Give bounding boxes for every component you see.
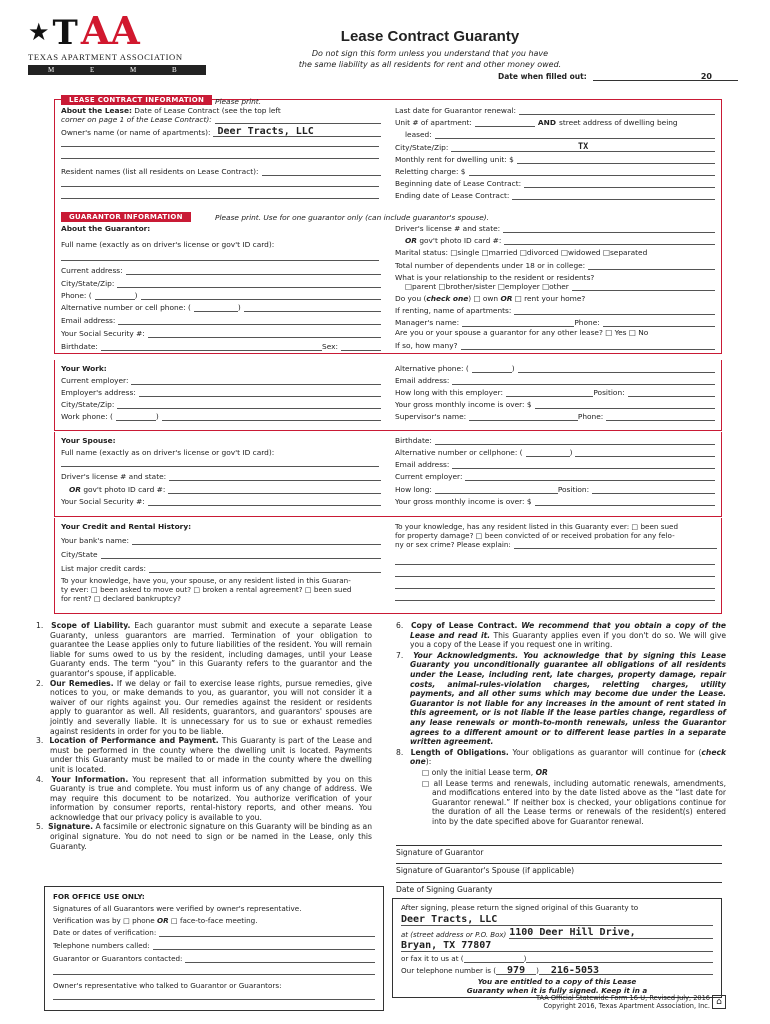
ending-date-input[interactable] bbox=[512, 192, 715, 200]
guarantor-address-input[interactable] bbox=[126, 267, 381, 275]
spouse-birthdate-input[interactable] bbox=[435, 437, 715, 445]
how-long-input[interactable] bbox=[506, 389, 593, 397]
bank-name-input[interactable] bbox=[132, 537, 381, 545]
explain-line-5[interactable] bbox=[395, 600, 715, 601]
last-renewal-input[interactable] bbox=[519, 107, 715, 115]
equal-housing-icon: ⌂ bbox=[712, 995, 726, 1009]
guarantor-alt-phone[interactable] bbox=[244, 304, 381, 312]
return-to-box: After signing, please return the signed original of this Guaranty to Deer Tracts, LLC at (street address or P.O. Box) 1100 Deer Hill Drive, Bryan, TX 77807 or fax it to us at ( ) Our telephone number is ( 979 ) 216-5053 You are entitled to a copy of this Lease Guaranty when it is fully signed. Keep it in a bbox=[392, 898, 722, 998]
guarantor-phone-input[interactable] bbox=[141, 292, 381, 300]
lease-info-label: LEASE CONTRACT INFORMATION bbox=[61, 95, 212, 105]
employer-address-input[interactable] bbox=[139, 389, 381, 397]
owner-line-3[interactable] bbox=[61, 158, 379, 159]
logo-t: T bbox=[52, 13, 78, 53]
office-use-box: FOR OFFICE USE ONLY: Signatures of all Guarantors were verified by owner's representative. Verification was by □ phone OR □ face-to-face meeting. Date or dates of verification: Telephone numbers called: Guarantor or Guarantors contacted: Owner's representative who talked to Guarantor or Guarantors: bbox=[44, 886, 384, 1011]
initial-term-checkbox[interactable]: □ only the initial Lease term, bbox=[422, 767, 534, 777]
about-lease: About the Lease: bbox=[61, 106, 132, 115]
reletting-input[interactable] bbox=[469, 168, 716, 176]
relationship-options[interactable]: □parent □brother/sister □employer □other bbox=[405, 282, 569, 291]
star-icon: ★ bbox=[28, 18, 50, 46]
spouse-employer-input[interactable] bbox=[465, 473, 715, 481]
term-5: 5. Signature. A facsimile or electronic signature on this Guaranty will be binding as an original signature. You do not need to sign or be named in the Lease, only this Guaranty. bbox=[36, 822, 373, 851]
dl-input[interactable] bbox=[503, 225, 715, 233]
lease-date-input[interactable] bbox=[215, 116, 381, 124]
fax-input[interactable] bbox=[464, 955, 524, 963]
guarantor-name-input[interactable] bbox=[61, 260, 379, 261]
fax-number-input[interactable] bbox=[526, 955, 713, 963]
spouse-name-input[interactable] bbox=[61, 466, 379, 467]
residents-line-3[interactable] bbox=[61, 198, 379, 199]
explain-input[interactable] bbox=[514, 541, 717, 549]
spouse-how-long-input[interactable] bbox=[435, 486, 558, 494]
guarantor-note: Please print. Use for one guarantor only (can include guarantor's spouse). bbox=[215, 213, 489, 222]
divider-1 bbox=[54, 430, 722, 431]
guarantor-alt-area[interactable] bbox=[194, 304, 238, 312]
term-3: 3. Location of Performance and Payment. This Guaranty is part of the Lease and must be performed in the county where the dwelling unit is located. Payments under this Guaranty must be mailed to or made in the county where the dwelling unit is located. bbox=[36, 736, 372, 774]
work-phone-input[interactable] bbox=[162, 413, 381, 421]
guarantor-sex-input[interactable] bbox=[341, 343, 381, 351]
spouse-ssn-input[interactable] bbox=[148, 498, 381, 506]
guarantor-city-input[interactable] bbox=[117, 280, 381, 288]
marital-options[interactable]: □single □married □divorced □widowed □separated bbox=[450, 248, 648, 257]
association-name: TEXAS APARTMENT ASSOCIATION bbox=[28, 52, 183, 62]
lease-guarantor-section: LEASE CONTRACT INFORMATION Please print. About the Lease: Date of Lease Contract (see the top left corner on page 1 of the Lease Contract): Owner's name (or name of apartments): Deer Tracts, LLC Resident names (list all residents on Lease Contract): Last date for Guarantor renewal: Unit # of apartment: AND street address of dwelling being leased: City/State/Zip: TX Monthly rent for dwelling unit: $ Reletting charge: $ Beginning date of Lease Contract: Ending date of Lease Contract: GUARANTOR INFORMATION Please print. Use for one guarantor only (can include guarantor's spouse). About the Guarantor: Full name (exactly as on driver's license or gov't ID card): Current address: City/State/Zip: Phone: ( ) Alternative number or cell phone: ( ) Email address: Your Social Security #: Birthdate: Sex: Driver's license # and state: OR gov't photo ID card #: Marital status: □single □married □divorced □widowed □separated Total number of dependents under 18 or in college: What is your relationship to the resident or residents? □parent □brother/sister □employer □other Do you ( check one ) □ own OR □ rent your home? If renting, name of apartments: Manager's name: Phone: Are you or your spouse a guarantor for any other lease? □ Yes □ No If so, how many? bbox=[54, 99, 722, 354]
terms-left-column bbox=[36, 621, 372, 851]
work-section: Your Work: Current employer: Employer's address: City/State/Zip: Work phone: ( ) Alternative phone: ( ) Email address: How long with this employer: Position: Your gross monthly income is over: $ Supervisor's name: Phone: bbox=[54, 360, 722, 430]
employer-input[interactable] bbox=[131, 377, 381, 385]
logo-aa: AA bbox=[80, 8, 140, 53]
divider-2 bbox=[54, 516, 722, 517]
felony-checkboxes[interactable]: for property damage? □ been convicted of or received probation for any felo- bbox=[395, 531, 675, 540]
photo-id-input[interactable] bbox=[504, 237, 715, 245]
work-alt-area[interactable] bbox=[472, 365, 512, 373]
member-bar: M E M B E R bbox=[28, 65, 206, 75]
spouse-photo-id-input[interactable] bbox=[168, 486, 381, 494]
page-title: Lease Contract Guaranty bbox=[340, 28, 520, 45]
return-owner: Deer Tracts, LLC bbox=[401, 914, 498, 925]
supervisor-input[interactable] bbox=[469, 413, 578, 421]
guarantor-birthdate-input[interactable] bbox=[101, 343, 322, 351]
date-line: 20 bbox=[593, 72, 738, 81]
employer-city-input[interactable] bbox=[117, 401, 381, 409]
owner-line-2[interactable] bbox=[61, 146, 379, 147]
manager-name-input[interactable] bbox=[462, 319, 574, 327]
credit-cards-input[interactable] bbox=[149, 565, 381, 573]
how-many-input[interactable] bbox=[461, 342, 715, 350]
subtitle: Do not sign this form unless you understand that you have the same liability as all residents for rent and other money owed. bbox=[298, 49, 562, 69]
spouse-section: Your Spouse: Full name (exactly as on driver's license or gov't ID card): Driver's license # and state: OR gov't photo ID card #: Your Social Security #: Birthdate: Alternative number or cellphone: ( ) Email address: Current employer: How long: Position: Your gross monthly income is over: $ bbox=[54, 432, 722, 516]
terms-right-column: 6. Copy of Lease Contract. We recommend that you obtain a copy of the Lease and read it. This Guaranty applies even if you don't do so. We will give you a copy of the Lease if you request one in writing. 7. Your Acknowledgments. You acknowledge that by signing this Lease Guaranty you unconditionally guarantee all obligations of all residents under the Lease, including rent, late charges, property damage, repair costs, animal-rules-violation charges, reletting charges, utility payments, and all other sums which may become due under the Lease. Guarantor is not liable for any increases in the amount of rent stated in this agreement, or is not liable if the lease parties change, regardless of any lease renewals or month-to-month renewals, unless the Guarantor agrees to a different amount or to different lease parties in a separate written agreement. 8. Length of Obligations. Your obligations as guarantor will continue for (check one): □ only the initial Lease term, OR □ all Lease terms and renewals, including automatic renewals, amendments, and modifications entered into by the date listed above as the “last date for Guarantor renewal.” If neither box is checked, your obligations continue for the duration of all the Lease terms or renewals of the resident(s) entered into by the date specified above for Guarantor renewal. bbox=[396, 621, 727, 826]
spouse-income-input[interactable] bbox=[535, 498, 715, 506]
spouse-signature-line[interactable]: Signature of Guarantor's Spouse (if applicable) bbox=[396, 863, 722, 875]
work-area-code[interactable] bbox=[116, 413, 156, 421]
owner-rep-input[interactable] bbox=[53, 990, 375, 1000]
spouse-email-input[interactable] bbox=[452, 461, 715, 469]
residents-line-2[interactable] bbox=[61, 186, 379, 187]
guarantor-area-code[interactable] bbox=[95, 292, 135, 300]
spouse-alt-phone[interactable] bbox=[575, 449, 715, 457]
date-filled-field[interactable]: Date when filled out: 20 bbox=[498, 72, 738, 81]
spouse-dl-input[interactable] bbox=[169, 473, 381, 481]
guarantor-signature-line[interactable]: Signature of Guarantor bbox=[396, 845, 722, 857]
explain-line-2[interactable] bbox=[395, 564, 715, 565]
lease-city-input[interactable]: TX bbox=[451, 142, 715, 152]
guarantor-email-input[interactable] bbox=[118, 317, 381, 325]
guarantors-contacted-input[interactable] bbox=[185, 955, 375, 963]
return-city: Bryan, TX 77807 bbox=[401, 940, 492, 951]
explain-line-4[interactable] bbox=[395, 588, 715, 589]
relationship-other-input[interactable] bbox=[572, 283, 715, 291]
unit-input[interactable] bbox=[475, 119, 535, 127]
phones-called-input[interactable] bbox=[153, 942, 375, 950]
street-address-input[interactable] bbox=[435, 131, 715, 139]
beginning-date-input[interactable] bbox=[524, 180, 715, 188]
manager-phone-input[interactable] bbox=[603, 319, 715, 327]
footer: TAA Official Statewide Form 16-U, Revised July, 2016 Copyright 2016, Texas Apartment Association, Inc. bbox=[536, 994, 710, 1010]
taa-logo bbox=[28, 8, 275, 74]
office-title: FOR OFFICE USE ONLY: bbox=[53, 892, 145, 901]
rent-checkbox[interactable]: □ rent your home? bbox=[514, 294, 586, 303]
explain-line-3[interactable] bbox=[395, 576, 715, 577]
term-2: 2. Our Remedies. If we delay or fail to exercise lease rights, pursue remedies, give notices to you, or make demands to you, as guarantor, you will not consider it a waiver of our rights against you. Our remedies against the resident or residents apply to guarantor as well. All residents, guarantors, and guarantors' spouses are jointly and severally liable. It is unnecessary for us to sue or exhaust remedies against residents in order for you to be liable. bbox=[36, 678, 372, 736]
verification-checkboxes[interactable]: Verification was by □ phone bbox=[53, 916, 155, 925]
income-input[interactable] bbox=[535, 401, 715, 409]
verification-date-input[interactable] bbox=[159, 929, 375, 937]
position-input[interactable] bbox=[628, 389, 715, 397]
term-1: 1. Scope of Liability. Each guarantor must submit and execute a separate Lease Guaranty, unless guarantors are married. Termination of your obligation to guarantee the Lease applies only to future liabilities of the resident. You will remain liable for sums owed to us by the resident, including damages, until your Lease Guaranty ends. The term “you” in this Guaranty refers to the guarantor and the guarantor's spouse, if applicable. bbox=[36, 621, 372, 678]
supervisor-phone-input[interactable] bbox=[606, 413, 715, 421]
own-checkbox[interactable]: ) □ own bbox=[468, 294, 499, 303]
dependents-input[interactable] bbox=[588, 262, 715, 270]
office-line-extra[interactable] bbox=[53, 967, 375, 975]
all-terms-checkbox[interactable]: □ all Lease terms and renewals, including automatic renewals, amendments, and modifications entered into by the date listed above as the “last date for Guarantor renewal.” If neither box is checked, your obligations continue for the duration of all the Lease terms or renewals of the resident(s) entered into by the date specified above for Guarantor renewal. bbox=[422, 778, 726, 826]
owner-name-input[interactable]: Deer Tracts, LLC bbox=[213, 126, 381, 137]
spouse-alt-area[interactable] bbox=[526, 449, 570, 457]
renting-apartment-input[interactable] bbox=[514, 307, 715, 315]
credit-section: Your Credit and Rental History: Your bank's name: City/State List major credit cards: To your knowledge, have you, your spouse, or any resident listed in this Guaran- ty ever: □ been asked to move out? □ broken a rental agreement? □ been sued for rent? □ declared bankruptcy? To your knowledge, has any resident listed in this Guaranty ever: □ been sued for property damage? □ been convicted of or received probation for any felo- ny or sex crime? Please explain: bbox=[54, 518, 722, 614]
area-code: 979 bbox=[496, 965, 536, 975]
work-alt-phone[interactable] bbox=[518, 365, 715, 373]
bank-city-input[interactable] bbox=[101, 551, 381, 559]
other-lease-question[interactable]: Are you or your spouse a guarantor for any other lease? □ Yes □ No bbox=[395, 328, 649, 337]
residents-input[interactable] bbox=[262, 168, 381, 176]
guarantor-info-label: GUARANTOR INFORMATION bbox=[61, 212, 191, 222]
phone-number: 216-5053 bbox=[539, 965, 713, 975]
signing-date-line[interactable]: Date of Signing Guaranty bbox=[396, 882, 722, 894]
history-checkboxes[interactable]: ty ever: □ been asked to move out? □ broken a rental agreement? □ been sued bbox=[61, 585, 352, 594]
term-4: 4. Your Information. You represent that all information submitted by you on this Guaranty is true and complete. You must inform us of any change of address. We may require this document to be notarized. You authorize verification of your information by consumer reports, rental-history reports, and other means. You acknowledge that our privacy policy is available to you. bbox=[36, 774, 373, 822]
monthly-rent-input[interactable] bbox=[517, 156, 715, 164]
return-address: 1100 Deer Hill Drive, bbox=[509, 927, 636, 938]
print-note: Please print. bbox=[215, 97, 262, 106]
guarantor-ssn-input[interactable] bbox=[148, 330, 381, 338]
work-email-input[interactable] bbox=[452, 377, 715, 385]
spouse-position-input[interactable] bbox=[592, 486, 715, 494]
